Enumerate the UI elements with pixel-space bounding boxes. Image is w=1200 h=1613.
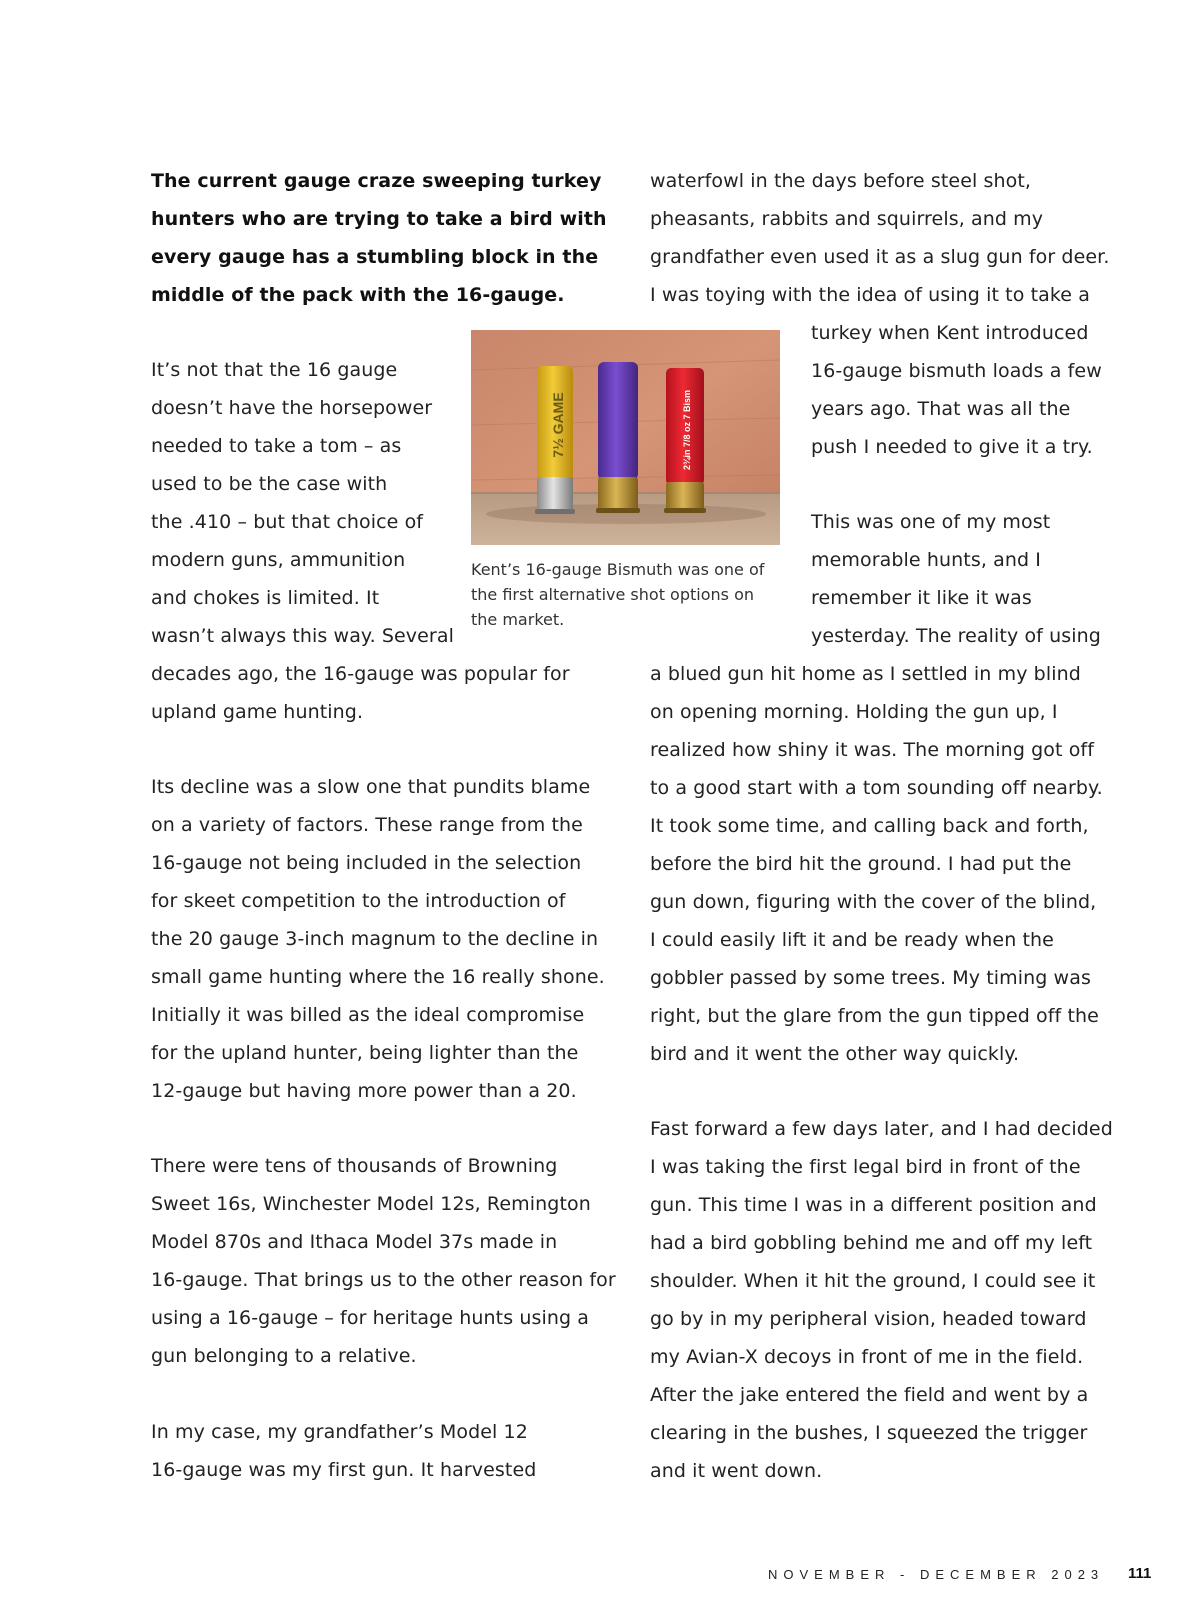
text-line: right, but the glare from the gun tipped off the: [650, 1005, 1099, 1027]
text-line: gobbler passed by some trees. My timing was: [650, 967, 1091, 989]
text-line: needed to take a tom – as: [151, 435, 402, 457]
caption-line: Kent’s 16-gauge Bismuth was one of: [471, 560, 765, 579]
text-line: shoulder. When it hit the ground, I could see it: [650, 1270, 1096, 1292]
text-line: using a 16-gauge – for heritage hunts using a: [151, 1307, 590, 1329]
text-line: This was one of my most: [811, 511, 1051, 533]
text-line: used to be the case with: [151, 473, 388, 495]
issue-date: NOVEMBER - DECEMBER 2023: [768, 1567, 1105, 1582]
text-line: Initially it was billed as the ideal compromise: [151, 1004, 585, 1026]
text-line: I was taking the first legal bird in front of the: [650, 1156, 1081, 1178]
text-line: Model 870s and Ithaca Model 37s made in: [151, 1231, 558, 1253]
text-line: for skeet competition to the introduction of: [151, 890, 566, 912]
text-line: the .410 – but that choice of: [151, 511, 424, 533]
text-line: Fast forward a few days later, and I had decided: [650, 1118, 1113, 1140]
photo-caption: [471, 557, 791, 632]
text-line: realized how shiny it was. The morning got off: [650, 739, 1094, 761]
text-line: gun down, figuring with the cover of the blind,: [650, 891, 1097, 913]
text-line: every gauge has a stumbling block in the: [151, 246, 599, 268]
text-line: It’s not that the 16 gauge: [151, 359, 398, 381]
text-line: decades ago, the 16-gauge was popular for: [151, 663, 570, 685]
text-line: remember it like it was: [811, 587, 1032, 609]
text-line: gun belonging to a relative.: [151, 1345, 417, 1367]
text-line: In my case, my grandfather’s Model 12: [151, 1421, 528, 1443]
text-line: grandfather even used it as a slug gun for deer.: [650, 246, 1110, 268]
red-shell-label: 2¾in 7/8 oz 7 Bism: [682, 389, 692, 471]
text-line: a blued gun hit home as I settled in my blind: [650, 663, 1081, 685]
text-line: push I needed to give it a try.: [811, 436, 1093, 458]
text-line: go by in my peripheral vision, headed toward: [650, 1308, 1087, 1330]
text-line: doesn’t have the horsepower: [151, 397, 433, 419]
text-line: hunters who are trying to take a bird with: [151, 208, 607, 230]
yellow-shell: [535, 366, 575, 514]
text-line: I was toying with the idea of using it to take a: [650, 284, 1090, 306]
text-line: had a bird gobbling behind me and off my left: [650, 1232, 1093, 1254]
text-line: my Avian-X decoys in front of me in the field.: [650, 1346, 1084, 1368]
caption-line: the market.: [471, 610, 565, 629]
text-line: upland game hunting.: [151, 701, 364, 723]
text-line: There were tens of thousands of Browning: [151, 1155, 558, 1177]
text-line: 16-gauge not being included in the selection: [151, 852, 582, 874]
text-line: clearing in the bushes, I squeezed the trigger: [650, 1422, 1088, 1444]
text-line: on opening morning. Holding the gun up, I: [650, 701, 1058, 723]
text-line: years ago. That was all the: [811, 398, 1071, 420]
text-line: and it went down.: [650, 1460, 823, 1482]
text-line: before the bird hit the ground. I had put the: [650, 853, 1072, 875]
text-line: 16-gauge was my first gun. It harvested: [151, 1459, 537, 1481]
purple-shell: [596, 362, 640, 513]
text-line: to a good start with a tom sounding off nearby.: [650, 777, 1103, 799]
text-line: Sweet 16s, Winchester Model 12s, Remington: [151, 1193, 591, 1215]
text-line: wasn’t always this way. Several: [151, 625, 454, 647]
text-line: on a variety of factors. These range from the: [151, 814, 583, 836]
text-line: the 20 gauge 3-inch magnum to the decline in: [151, 928, 599, 950]
red-shell: [664, 368, 706, 513]
text-line: gun. This time I was in a different position and: [650, 1194, 1097, 1216]
text-line: yesterday. The reality of using: [811, 625, 1101, 647]
shotgun-shells-photo: [471, 330, 780, 545]
yellow-shell-label: 7½ GAME: [550, 392, 566, 458]
text-line: 16-gauge. That brings us to the other reason for: [151, 1269, 616, 1291]
text-line: After the jake entered the field and went by a: [650, 1384, 1089, 1406]
text-line: 12-gauge but having more power than a 20.: [151, 1080, 577, 1102]
text-line: Its decline was a slow one that pundits blame: [151, 776, 591, 798]
text-line: pheasants, rabbits and squirrels, and my: [650, 208, 1044, 230]
text-line: bird and it went the other way quickly.: [650, 1043, 1020, 1065]
text-line: It took some time, and calling back and forth,: [650, 815, 1089, 837]
text-line: memorable hunts, and I: [811, 549, 1041, 571]
text-line: I could easily lift it and be ready when the: [650, 929, 1054, 951]
text-line: The current gauge craze sweeping turkey: [151, 170, 602, 192]
text-line: middle of the pack with the 16-gauge.: [151, 284, 565, 306]
text-line: for the upland hunter, being lighter than the: [151, 1042, 579, 1064]
text-line: small game hunting where the 16 really shone.: [151, 966, 605, 988]
text-line: modern guns, ammunition: [151, 549, 406, 571]
caption-line: the first alternative shot options on: [471, 585, 754, 604]
page-number: 111: [1128, 1565, 1152, 1582]
text-line: and chokes is limited. It: [151, 587, 380, 609]
text-line: 16-gauge bismuth loads a few: [811, 360, 1102, 382]
text-line: waterfowl in the days before steel shot,: [650, 170, 1032, 192]
text-line: turkey when Kent introduced: [811, 322, 1089, 344]
